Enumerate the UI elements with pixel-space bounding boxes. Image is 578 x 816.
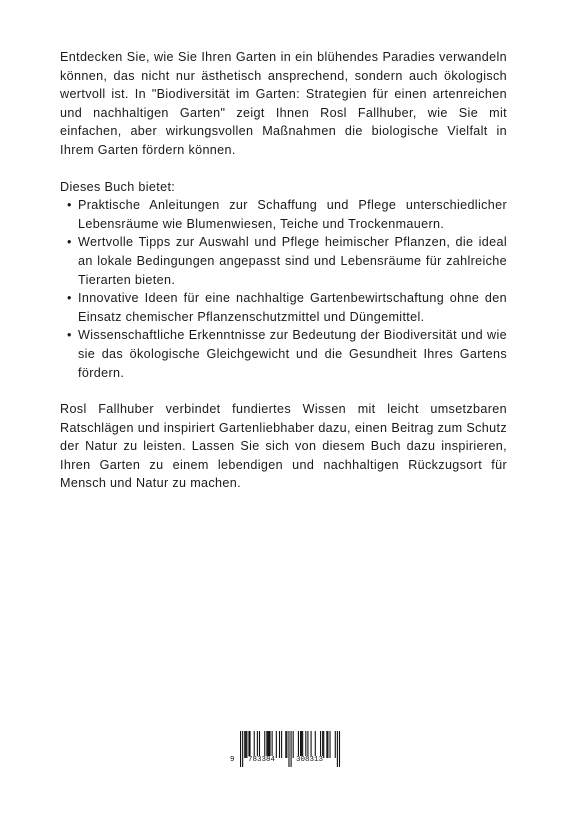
back-cover-text: [60, 48, 507, 493]
barcode-bar: [285, 731, 286, 758]
barcode-bar: [301, 731, 302, 758]
barcode-bar: [276, 731, 277, 758]
barcode-bar: [315, 731, 316, 758]
barcode-bar: [249, 731, 250, 758]
barcode-bar: [279, 731, 280, 758]
bullet-icon: •: [67, 198, 72, 213]
barcode-bar: [298, 731, 299, 758]
list-intro: Dieses Buch bietet:: [60, 179, 176, 194]
barcode-bar: [269, 731, 270, 758]
list-item: [60, 326, 507, 382]
bullet-icon: •: [67, 328, 72, 343]
isbn-number: [230, 756, 342, 766]
intro-paragraph: Entdecken Sie, wie Sie Ihren Garten in ein blühendes Paradies verwandeln können, das nicht nur ästhetisch ansprechend, sondern auch ökologisch wertvoll ist. In "Biodiversität im Garten: Strategien für einen artenreichen und nachhaltigen Garten" zeigt Ihnen Rosl Fallhuber, wie Sie mit einfachen, aber wirkungsvollen Maßnahmen die biologische Vielfalt in Ihrem Garten fördern können.: [60, 50, 507, 157]
barcode-bar: [254, 731, 255, 758]
list-item: [60, 233, 507, 289]
barcode-bar: [322, 731, 323, 758]
barcode-bar: [264, 731, 265, 758]
barcode-bar: [267, 731, 268, 758]
barcode-bar: [329, 731, 330, 758]
bullet-icon: •: [67, 291, 72, 306]
list-item: [60, 289, 507, 326]
barcode-bar: [305, 731, 306, 758]
list-item-text: Wissenschaftliche Erkenntnisse zur Bedeutung der Biodiversität und wie sie das ökologische Gleichgewicht und die Gesundheit Ihres Gartens fördern.: [78, 328, 507, 380]
barcode-bar: [259, 731, 260, 758]
barcode-bar: [272, 731, 273, 758]
barcode-bar: [257, 731, 258, 758]
isbn-right-group: 308313: [296, 756, 324, 764]
barcode-bar: [302, 731, 303, 758]
barcode-bar: [326, 731, 327, 758]
list-item-text: Innovative Ideen für eine nachhaltige Gartenbewirtschaftung ohne den Einsatz chemischer Pflanzenschutzmittel und Düngemittel.: [78, 291, 507, 324]
barcode-bar: [248, 731, 249, 758]
barcode-bar: [281, 731, 282, 758]
barcode-bar: [311, 731, 312, 758]
barcode-bar: [246, 731, 247, 758]
barcode-bar: [266, 731, 267, 758]
barcode-bar: [307, 731, 308, 758]
barcode-bar: [300, 731, 301, 758]
barcode-bar: [320, 731, 321, 758]
list-item-text: Wertvolle Tipps zur Auswahl und Pflege heimischer Pflanzen, die ideal an lokale Bedingungen angepasst sind und Lebensräume für zahlreiche Tierarten bieten.: [78, 235, 507, 287]
spacer: [60, 160, 507, 178]
closing-paragraph: Rosl Fallhuber verbindet fundiertes Wissen mit leicht umsetzbaren Ratschlägen und inspiriert Gartenliebhaber dazu, einen Beitrag zum Schutz der Natur zu leisten. Lassen Sie sich von diesem Buch dazu inspirieren, Ihren Garten zu einem lebendigen und nachhaltigen Rückzugsort für Mensch und Natur zu machen.: [60, 402, 507, 491]
barcode-bar: [323, 731, 324, 758]
spacer: [60, 382, 507, 400]
barcode-bar: [335, 731, 336, 758]
bullet-icon: •: [67, 235, 72, 250]
barcode-bar: [293, 731, 294, 758]
list-item: [60, 196, 507, 233]
barcode-bar: [244, 731, 245, 758]
isbn-left-group: 783384: [248, 756, 276, 764]
barcode-bar: [286, 731, 287, 758]
feature-list: [60, 196, 507, 382]
isbn-first-digit: 9: [230, 756, 235, 764]
barcode-bar: [268, 731, 269, 758]
barcode-bar: [327, 731, 328, 758]
list-item-text: Praktische Anleitungen zur Schaffung und Pflege unterschiedlicher Lebensräume wie Blumenwiesen, Teiche und Trockenmauern.: [78, 198, 507, 231]
barcode-bar: [245, 731, 246, 758]
